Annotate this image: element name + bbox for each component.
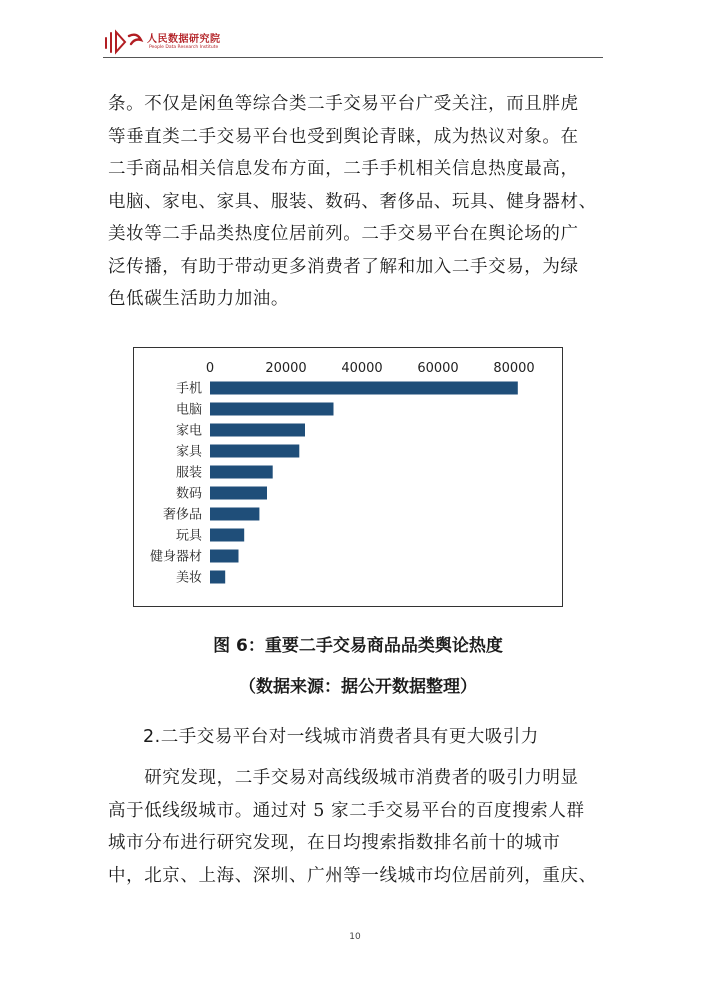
paragraph-line: 美妆等二手品类热度位居前列。二手交易平台在舆论场的广	[108, 224, 579, 244]
chart-canvas	[134, 348, 562, 606]
header-divider	[103, 57, 603, 58]
bar	[210, 403, 334, 416]
paragraph-line: 研究发现，二手交易对高线级城市消费者的吸引力明显	[108, 768, 579, 788]
paragraph-line: 等垂直类二手交易平台也受到舆论青睐，成为热议对象。在	[108, 126, 579, 147]
x-tick-label: 40000	[341, 361, 383, 376]
bar	[210, 529, 244, 542]
y-category-label: 家具	[175, 444, 202, 460]
bar-chart	[133, 347, 563, 607]
y-category-label: 电脑	[175, 402, 202, 418]
paragraph-2	[108, 762, 608, 892]
bar	[210, 487, 267, 500]
paragraph-line: 中，北京、上海、深圳、广州等一线城市均位居前列，重庆、	[108, 865, 597, 886]
paragraph-line: 城市分布进行研究发现，在日均搜索指数排名前十的城市	[108, 833, 561, 853]
paragraph-line: 电脑、家电、家具、服装、数码、奢侈品、玩具、健身器材、	[108, 191, 597, 212]
y-category-label: 服装	[175, 465, 202, 481]
x-tick-label: 0	[205, 361, 215, 376]
figure-caption: 图 6：重要二手交易商品品类舆论热度	[213, 636, 503, 656]
y-category-label: 数码	[175, 486, 202, 502]
y-category-label: 手机	[175, 381, 202, 397]
source-caption: （数据来源：据公开数据整理）	[239, 677, 477, 697]
page-number: 10	[349, 932, 361, 942]
logo	[103, 28, 221, 56]
paragraph-line: 泛传播，有助于带动更多消费者了解和加入二手交易，为绿	[108, 256, 579, 277]
bar	[210, 382, 518, 395]
bar	[210, 445, 299, 458]
logo-subtext: People Data Research Institute	[149, 45, 219, 50]
x-tick-label: 60000	[417, 361, 459, 376]
bar	[210, 571, 225, 584]
bar	[210, 550, 239, 563]
bar	[210, 466, 273, 479]
paragraph-1	[108, 88, 608, 316]
y-category-label: 奢侈品	[162, 507, 202, 523]
paragraph-line: 色低碳生活助力加油。	[108, 289, 289, 309]
paragraph-line: 高于低线级城市。通过对 5 家二手交易平台的百度搜索人群	[108, 800, 585, 821]
section-heading: 2.二手交易平台对一线城市消费者具有更大吸引力	[143, 727, 539, 747]
logo-waveform-icon	[103, 28, 145, 56]
y-category-label: 家电	[175, 423, 202, 439]
y-category-label: 健身器材	[149, 549, 202, 565]
logo-text: 人民数据研究院	[147, 34, 221, 45]
paragraph-line: 二手商品相关信息发布方面，二手手机相关信息热度最高，	[108, 159, 579, 179]
x-tick-label: 80000	[493, 361, 535, 376]
page-header	[103, 28, 603, 58]
bar	[210, 424, 305, 437]
y-category-label: 玩具	[175, 528, 202, 544]
paragraph-line: 条。不仅是闲鱼等综合类二手交易平台广受关注，而且胖虎	[108, 94, 579, 114]
y-category-label: 美妆	[175, 570, 202, 586]
bar	[210, 508, 259, 521]
x-tick-label: 20000	[265, 361, 307, 376]
